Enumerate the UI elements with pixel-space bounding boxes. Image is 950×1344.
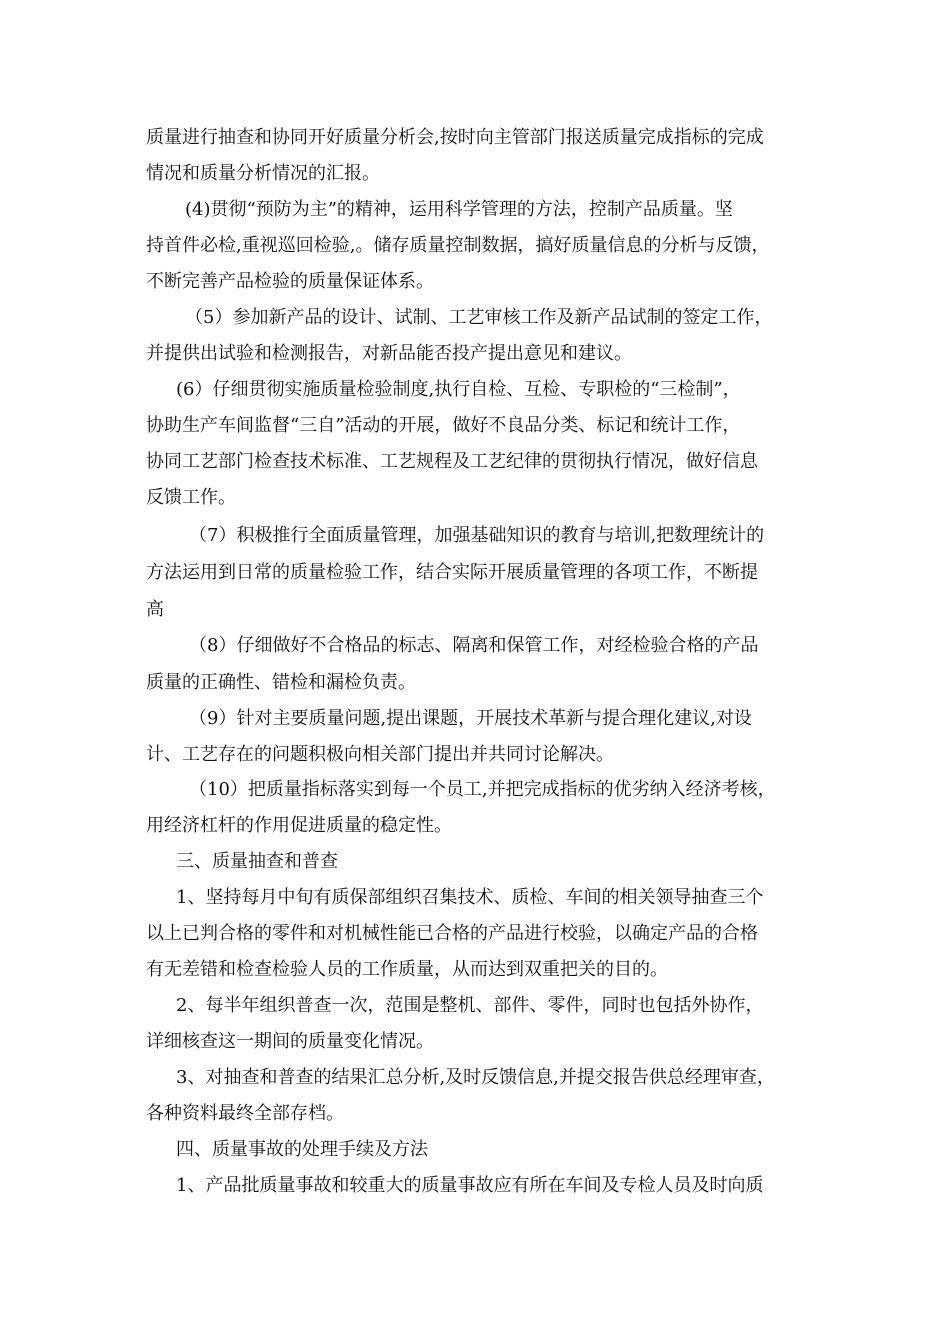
text-line: 持首件必检,重视巡回检验,。储存质量控制数据，搞好质量信息的分析与反馈， [146, 235, 770, 256]
text-line: 以上已判合格的零件和对机械性能已合格的产品进行校验，以确定产品的合格 [146, 923, 758, 944]
text-line: 用经济杠杆的作用促进质量的稳定性。 [146, 815, 452, 836]
section-heading: 四、质量事故的处理手续及方法 [176, 1139, 428, 1160]
text-line: 计、工艺存在的问题积极向相关部门提出并共同讨论解决。 [146, 744, 614, 765]
text-line: （7）积极推行全面质量管理，加强基础知识的教育与培训,把数理统计的 [189, 525, 765, 546]
text-line: 并提供出试验和检测报告，对新品能否投产提出意见和建议。 [146, 343, 632, 364]
text-line: 情况和质量分析情况的汇报。 [146, 163, 380, 184]
text-line: 不断完善产品检验的质量保证体系。 [146, 271, 434, 292]
text-line: 协助生产车间监督“三自”活动的开展，做好不良品分类、标记和统计工作， [146, 415, 741, 436]
text-line: 3、对抽查和普查的结果汇总分析,及时反馈信息,并提交报告供总经理审查， [176, 1067, 775, 1088]
text-line: 方法运用到日常的质量检验工作，结合实际开展质量管理的各项工作，不断提 [146, 562, 758, 583]
text-line: 有无差错和检查检验人员的工作质量，从而达到双重把关的目的。 [146, 959, 668, 980]
text-line: （8）仔细做好不合格品的标志、隔离和保管工作，对经检验合格的产品 [189, 635, 759, 656]
text-line: （9）针对主要质量问题,提出课题，开展技术革新与提合理化建议,对设 [189, 708, 752, 729]
text-line: 1、坚持每月中旬有质保部组织召集技术、质检、车间的相关领导抽查三个 [176, 887, 764, 908]
text-line: 1、产品批质量事故和较重大的质量事故应有所在车间及专检人员及时向质 [176, 1175, 764, 1196]
text-line: (6）仔细贯彻实施质量检验制度,执行自检、互检、专职检的“三检制”， [176, 379, 741, 400]
text-line: 协同工艺部门检查技术标准、工艺规程及工艺纪律的贯彻执行情况，做好信息 [146, 451, 758, 472]
text-line: 反馈工作。 [146, 487, 236, 508]
text-line: 2、每半年组织普查一次，范围是整机、部件、零件，同时也包括外协作， [176, 995, 764, 1016]
text-line: （10）把质量指标落实到每一个员工,并把完成指标的优劣纳入经济考核， [189, 779, 776, 800]
text-line: (4)贯彻“预防为主”的精神，运用科学管理的方法，控制产品质量。坚 [185, 199, 733, 220]
text-line: 高 [146, 599, 164, 620]
text-line: 质量的正确性、错检和漏检负责。 [146, 672, 416, 693]
text-line: 质量进行抽查和协同开好质量分析会,按时向主管部门报送质量完成指标的完成 [146, 127, 764, 148]
section-heading: 三、质量抽查和普查 [176, 851, 338, 872]
text-line: 各种资料最终全部存档。 [146, 1103, 344, 1124]
text-line: 详细核查这一期间的质量变化情况。 [146, 1031, 434, 1052]
text-line: （5）参加新产品的设计、试制、工艺审核工作及新产品试制的签定工作， [185, 307, 773, 328]
